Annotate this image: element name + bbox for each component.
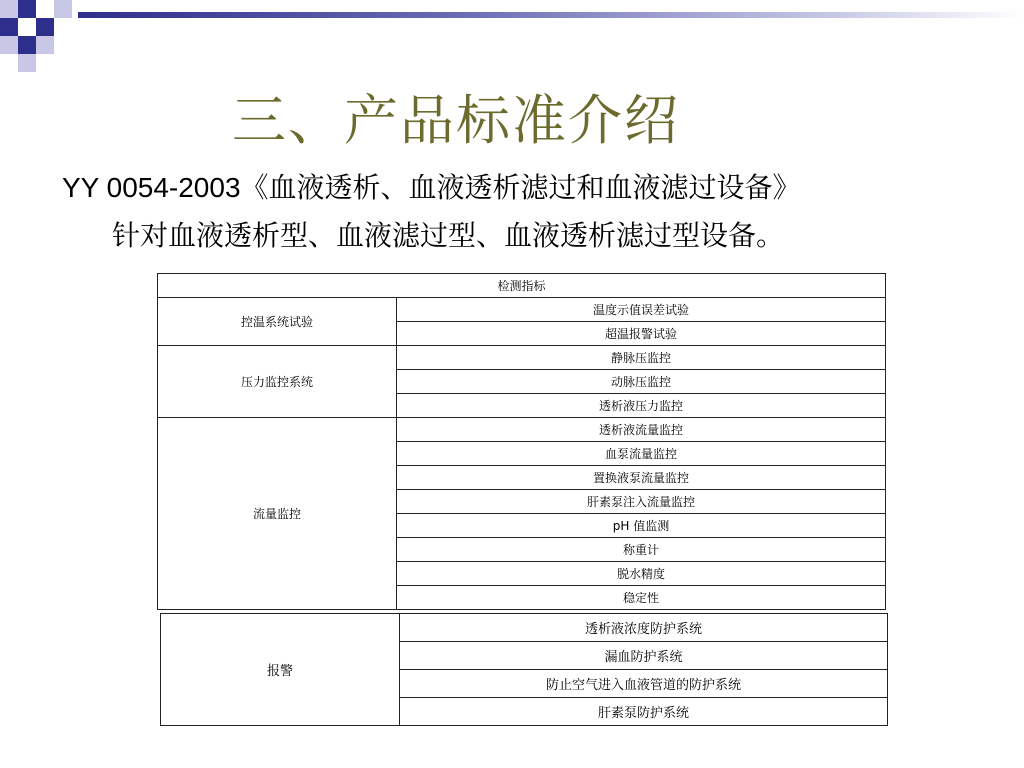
standard-name: 《血液透析、血液透析滤过和血液滤过设备》 [240,171,801,204]
group-name-cell: 报警 [161,614,400,726]
table-header-row [158,274,886,298]
item-cell: 称重计 [397,538,886,562]
item-cell: 温度示值误差试验 [397,298,886,322]
group-name-cell: 压力监控系统 [158,346,397,418]
group-name-cell: 控温系统试验 [158,298,397,346]
item-cell: 透析液流量监控 [397,418,886,442]
standard-line [62,166,801,206]
item-cell: 透析液压力监控 [397,394,886,418]
item-cell: 透析液浓度防护系统 [400,614,888,642]
item-cell: 防止空气进入血液管道的防护系统 [400,670,888,698]
table-row [158,346,886,370]
scope-line: 针对血液透析型、血液滤过型、血液透析滤过型设备。 [112,219,785,252]
table-row [161,614,888,642]
test-index-table [157,273,886,610]
item-cell: 超温报警试验 [397,322,886,346]
group-name-cell: 流量监控 [158,418,397,610]
alarm-table [160,613,888,726]
item-cell: 动脉压监控 [397,370,886,394]
item-cell: 静脉压监控 [397,346,886,370]
item-cell: 肝素泵注入流量监控 [397,490,886,514]
item-cell: 置换液泵流量监控 [397,466,886,490]
item-cell: 血泵流量监控 [397,442,886,466]
item-cell: 脱水精度 [397,562,886,586]
slide-title: 三、产品标准介绍 [232,89,680,152]
table-row [158,298,886,322]
table-header-cell: 检测指标 [158,274,886,298]
standard-code: YY 0054-2003 [62,172,241,203]
item-cell: 稳定性 [397,586,886,610]
item-cell: 肝素泵防护系统 [400,698,888,726]
item-cell: 漏血防护系统 [400,642,888,670]
item-cell: pH 值监测 [397,514,886,538]
table-row [158,418,886,442]
